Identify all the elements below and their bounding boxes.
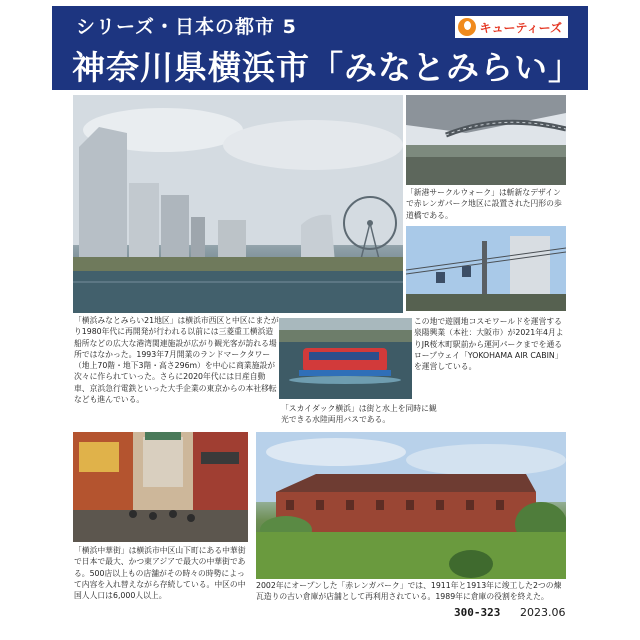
- chinatown-caption: 「横浜中華街」は横浜市中区山下町にある中華街で日本で最大、かつ東アジアで最大の中華街である。500店以上もの店舗がその時々の時勢によって内容を入れ替えながら存続している。中区の中国人人口は6,000人以上。: [74, 546, 246, 601]
- minatomirai-caption: 「横浜みなとみらい21地区」は横浜市西区と中区にまたがり1980年代に再開発が行われる以前には三菱重工横浜造船所などの広大な港湾関連施設が広がり観光客が訪れる場所ではなかった。1993年7月開業のランドマークタワー（地上70階・地下3階・高さ296m）を中心に商業施設が次々に作られていった。さらに2020年代には日産自動車、京浜急行電鉄といった大手企業の東京からの本社移転なども進んでいる。: [74, 316, 279, 405]
- skyline-illustration: [73, 95, 403, 313]
- ropeway-photo: [406, 226, 566, 311]
- document-date: 2023.06: [520, 606, 566, 619]
- ropeway-caption: この地で遊園地コスモワールドを運営する泉陽興業（本社：大阪市）が2021年4月よりJR桜木町駅前から運河パークまでを通るロープウェイ「YOKOHAMA AIR CABIN」を運営している。: [414, 317, 564, 372]
- circlewalk-photo: [406, 95, 566, 185]
- brand-name: キューティーズ: [479, 20, 562, 35]
- skyduck-photo: [279, 318, 412, 399]
- page-title: 神奈川県横浜市「みなとみらい」: [72, 48, 582, 87]
- minatomirai-skyline-photo: [73, 95, 403, 313]
- circlewalk-caption: 「新港サークルウォーク」は斬新なデザインで赤レンガパーク地区に設置された円形の歩道橋である。: [406, 188, 562, 220]
- brand-face-icon: [458, 18, 476, 36]
- skyduck-caption: 「スカイダック横浜」は街と水上を同時に観光できる水陸両用バスである。: [281, 404, 437, 425]
- ropeway-illustration: [406, 226, 566, 311]
- header-banner: [52, 6, 588, 90]
- redbrick-photo: [256, 432, 566, 579]
- skyduck-illustration: [279, 318, 412, 399]
- brand-logo: [455, 16, 568, 38]
- series-label: シリーズ・日本の都市 5: [76, 16, 297, 38]
- document-id: 300-323: [454, 606, 501, 619]
- chinatown-photo: [73, 432, 248, 542]
- redbrick-illustration: [256, 432, 566, 579]
- circlewalk-illustration: [406, 95, 566, 185]
- chinatown-illustration: [73, 432, 248, 542]
- redbrick-caption: 2002年にオープンした「赤レンガパーク」では、1911年と1913年に竣工した2つの煉瓦造りの古い倉庫が店舗として再利用されている。1989年に倉庫の役割を終えた。: [256, 581, 562, 602]
